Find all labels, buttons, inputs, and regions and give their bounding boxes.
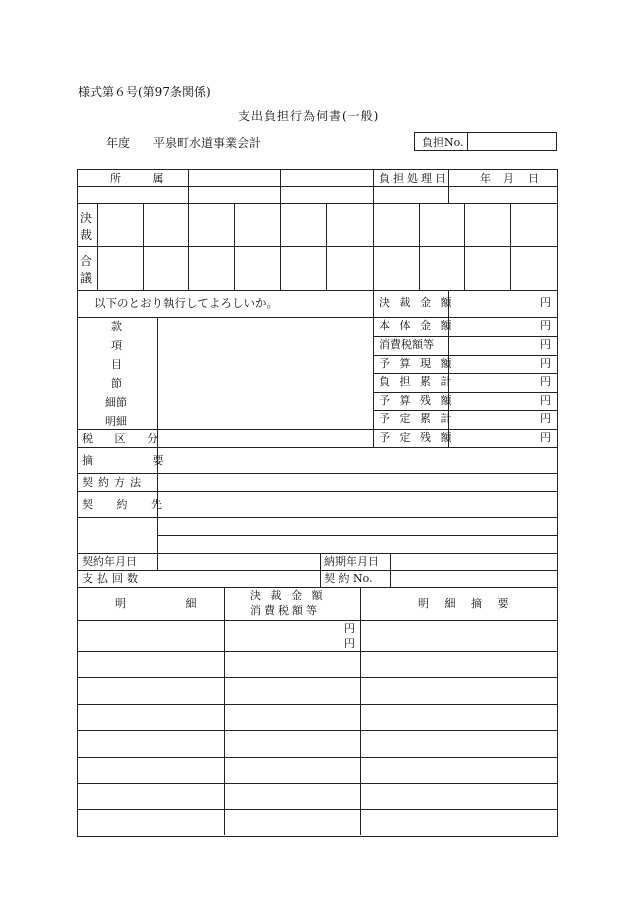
detail-amount-header-line1: 決 裁 金 額 [250,589,326,602]
budget-label-moku: 目 [111,358,122,371]
amount-label-decision: 決 裁 金 額 [379,296,455,309]
detail-header: 明 細 [115,597,225,610]
contractor-label: 契 約 先 [82,498,172,511]
contract-method-label: 契約方法 [82,476,146,489]
delivery-date-label: 納期年月日 [324,555,379,568]
fiscal-year-label: 年度 [106,136,131,150]
budget-label-setsu: 節 [111,377,122,390]
contract-date-label: 契約年月日 [82,555,137,568]
page-title: 支出負担行為伺書(一般) [238,109,380,123]
yen-unit: 円 [540,296,551,309]
payment-count-label: 支払回数 [82,572,142,585]
form-id: 様式第６号(第97条関係) [78,85,211,99]
yen-unit: 円 [540,375,551,388]
amount-label-body: 本 体 金 額 [379,319,455,332]
detail-amount-header-line2: 消費税額等 [250,604,320,617]
process-date-day: 日 [528,172,539,185]
yen-unit: 円 [540,357,551,370]
contract-no-label: 契 約 No. [324,572,373,585]
consult-label: 合議 [80,254,93,285]
burden-no-label: 負担No. [422,136,464,149]
yen-unit: 円 [540,319,551,332]
tax-category-label: 税 区 分 [82,432,167,445]
budget-label-meisai: 明細 [105,415,127,428]
decision-label: 決裁 [80,211,93,242]
office-label: 所 属 [110,172,178,185]
amount-label-planned-total: 予 定 累 計 [379,412,455,425]
budget-label-kan: 款 [111,320,122,333]
yen-unit: 円 [540,412,551,425]
detail-remarks-header: 明 細 摘 要 [418,597,515,610]
budget-label-saisetsu: 細節 [105,396,127,409]
detail-yen-tax: 円 [344,637,355,650]
burden-no-field[interactable] [470,134,554,149]
process-date-year: 年 [480,172,491,185]
yen-unit: 円 [540,394,551,407]
yen-unit: 円 [540,431,551,444]
budget-label-kou: 項 [111,339,122,352]
amount-label-tax: 消費税額等 [379,338,434,351]
organization-name: 平泉町水道事業会計 [153,136,262,150]
summary-label: 摘 要 [82,454,192,467]
amount-label-planned-remain: 予 定 残 額 [379,431,455,444]
yen-unit: 円 [540,338,551,351]
amount-label-burden-total: 負 担 累 計 [379,375,455,388]
amount-label-budget-remain: 予 算 残 額 [379,394,455,407]
process-date-label: 負担処理日 [379,172,449,185]
amount-label-budget-current: 予 算 現 額 [379,357,455,370]
process-date-month: 月 [503,172,514,185]
request-text: 以下のとおり執行してよろしいか。 [94,296,278,310]
detail-yen-amount: 円 [344,622,355,635]
